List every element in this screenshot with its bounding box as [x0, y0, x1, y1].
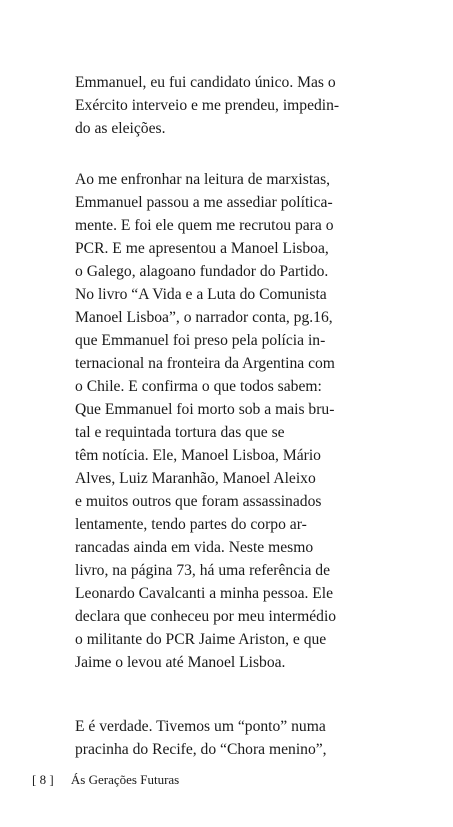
text-line: Leonardo Cavalcanti a minha pessoa. Ele: [75, 585, 334, 602]
text-line: Alves, Luiz Maranhão, Manoel Aleixo: [75, 470, 316, 487]
text-line: Que Emmanuel foi morto sob a mais bru-: [75, 401, 335, 418]
text-line: livro, na página 73, há uma referência de: [75, 562, 331, 579]
text-line: do as eleições.: [75, 120, 166, 137]
text-line: Emmanuel, eu fui candidato único. Mas o: [75, 74, 336, 91]
text-line: ternacional na fronteira da Argentina com: [75, 355, 335, 372]
running-title: Ás Gerações Futuras: [70, 772, 180, 787]
text-line: o Galego, alagoano fundador do Partido.: [75, 263, 329, 280]
paragraph-2: [75, 168, 391, 674]
text-line: têm notícia. Ele, Manoel Lisboa, Mário: [75, 447, 321, 464]
page-footer: [32, 771, 179, 789]
text-line: Exército interveio e me prendeu, impedin-: [75, 97, 340, 114]
page-number: [ 8 ]: [32, 772, 54, 787]
text-line: Emmanuel passou a me assediar política-: [75, 194, 333, 211]
text-line: Ao me enfronhar na leitura de marxistas,: [75, 171, 331, 188]
text-line: o militante do PCR Jaime Ariston, e que: [75, 631, 327, 648]
text-line: E é verdade. Tivemos um “ponto” numa: [75, 718, 326, 735]
text-line: declara que conheceu por meu intermédio: [75, 608, 337, 625]
text-line: PCR. E me apresentou a Manoel Lisboa,: [75, 240, 329, 257]
text-line: mente. E foi ele quem me recrutou para o: [75, 217, 334, 234]
text-line: Manoel Lisboa”, o narrador conta, pg.16,: [75, 309, 333, 326]
text-line: e muitos outros que foram assassinados: [75, 493, 322, 510]
text-line: No livro “A Vida e a Luta do Comunista: [75, 286, 327, 303]
paragraph-3: [75, 715, 391, 761]
text-line: pracinha do Recife, do “Chora menino”,: [75, 741, 327, 758]
paragraph-1: [75, 71, 391, 140]
text-line: tal e requintada tortura das que se: [75, 424, 285, 441]
text-line: que Emmanuel foi preso pela polícia in-: [75, 332, 326, 349]
text-line: lentamente, tendo partes do corpo ar-: [75, 516, 307, 533]
text-line: rancadas ainda em vida. Neste mesmo: [75, 539, 314, 556]
text-line: Jaime o levou até Manoel Lisboa.: [75, 654, 286, 671]
text-line: o Chile. E confirma o que todos sabem:: [75, 378, 322, 395]
